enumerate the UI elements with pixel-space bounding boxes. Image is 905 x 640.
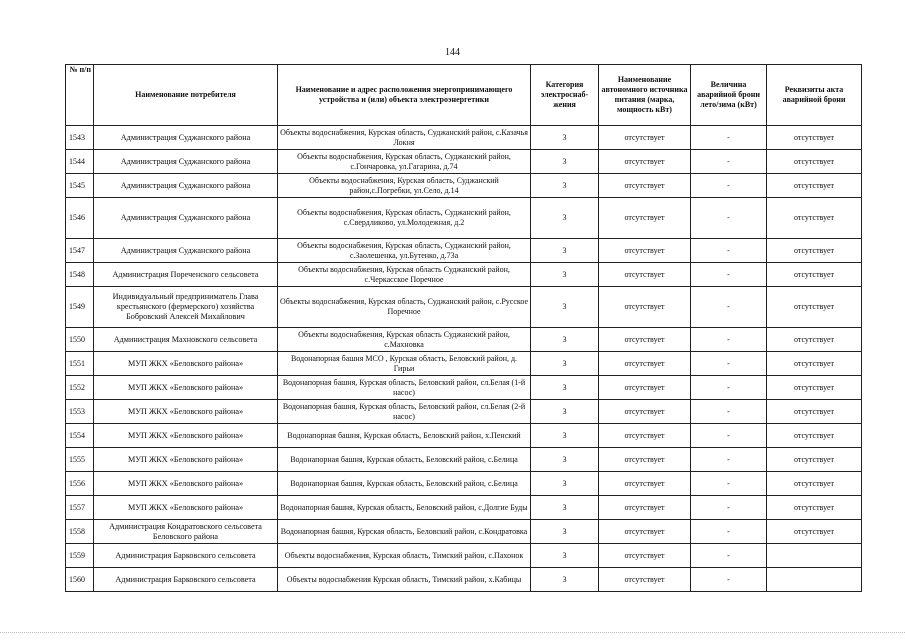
cell-consumer: МУП ЖКХ «Беловского района» <box>94 376 278 400</box>
cell-power-source: отсутствует <box>599 520 691 544</box>
col-header-category: Категория электроснаб-жения <box>531 65 599 126</box>
cell-power-source: отсутствует <box>599 424 691 448</box>
cell-row-number: 1545 <box>66 174 94 198</box>
cell-power-source: отсутствует <box>599 150 691 174</box>
cell-object: Объекты водоснабжения Курская область, Тимский район, х.Кабицы <box>278 568 531 592</box>
table-row <box>66 352 862 376</box>
cell-reserve: - <box>691 352 767 376</box>
cell-act: отсутствует <box>767 376 862 400</box>
cell-object: Объекты водоснабжения, Курская область, Суджанский район, с.Гончаровка, ул.Гагарина, д.74 <box>278 150 531 174</box>
table-row <box>66 263 862 287</box>
cell-object: Объекты водоснабжения, Курская область, Тимский район, с.Пахонок <box>278 544 531 568</box>
cell-consumer: МУП ЖКХ «Беловского района» <box>94 352 278 376</box>
cell-act: отсутствует <box>767 520 862 544</box>
cell-row-number: 1551 <box>66 352 94 376</box>
cell-category: 3 <box>531 544 599 568</box>
table-row <box>66 544 862 568</box>
cell-row-number: 1550 <box>66 328 94 352</box>
cell-reserve: - <box>691 472 767 496</box>
cell-act <box>767 544 862 568</box>
cell-row-number: 1547 <box>66 239 94 263</box>
cell-reserve: - <box>691 287 767 328</box>
cell-reserve: - <box>691 150 767 174</box>
cell-power-source: отсутствует <box>599 448 691 472</box>
cell-consumer: Администрация Махновского сельсовета <box>94 328 278 352</box>
cell-reserve: - <box>691 126 767 150</box>
table-row <box>66 376 862 400</box>
cell-power-source: отсутствует <box>599 198 691 239</box>
cell-category: 3 <box>531 328 599 352</box>
cell-object: Объекты водоснабжения, Курская область, Суджанский район, с.Казачья Локня <box>278 126 531 150</box>
cell-consumer: Администрация Суджанского района <box>94 239 278 263</box>
table-header-row <box>66 65 862 126</box>
cell-category: 3 <box>531 198 599 239</box>
cell-act: отсутствует <box>767 174 862 198</box>
cell-consumer: Индивидуальный предприниматель Глава крестьянского (фермерского) хозяйства Бобровский Алексей Михайлович <box>94 287 278 328</box>
cell-row-number: 1553 <box>66 400 94 424</box>
cell-category: 3 <box>531 472 599 496</box>
cell-category: 3 <box>531 568 599 592</box>
cell-row-number: 1543 <box>66 126 94 150</box>
table-row <box>66 174 862 198</box>
cell-reserve: - <box>691 568 767 592</box>
cell-reserve: - <box>691 400 767 424</box>
cell-object: Объекты водоснабжения, Курская область, Суджанский район, с.Свердликово, ул.Молодежная, д.2 <box>278 198 531 239</box>
cell-row-number: 1560 <box>66 568 94 592</box>
cell-act: отсутствует <box>767 496 862 520</box>
cell-category: 3 <box>531 352 599 376</box>
cell-object: Объекты водоснабжения, Курская область Суджанский район, с.Черкасское Поречное <box>278 263 531 287</box>
cell-power-source: отсутствует <box>599 352 691 376</box>
table-row <box>66 126 862 150</box>
cell-consumer: Администрация Барковского сельсовета <box>94 544 278 568</box>
cell-reserve: - <box>691 328 767 352</box>
cell-object: Водонапорная башня, Курская область, Беловский район, с.Кондратовка <box>278 520 531 544</box>
page-number: 144 <box>445 47 460 58</box>
table-row <box>66 448 862 472</box>
cell-category: 3 <box>531 150 599 174</box>
cell-row-number: 1548 <box>66 263 94 287</box>
scan-edge-divider <box>0 632 905 635</box>
cell-consumer: МУП ЖКХ «Беловского района» <box>94 472 278 496</box>
cell-act: отсутствует <box>767 126 862 150</box>
cell-reserve: - <box>691 496 767 520</box>
cell-reserve: - <box>691 520 767 544</box>
cell-act: отсутствует <box>767 198 862 239</box>
cell-object: Водонапорная башня МСО , Курская область, Беловский район, д. Гирьи <box>278 352 531 376</box>
cell-act: отсутствует <box>767 424 862 448</box>
cell-power-source: отсутствует <box>599 472 691 496</box>
cell-object: Объекты водоснабжения, Курская область, Суджанский район,с.Погребки, ул.Село, д.14 <box>278 174 531 198</box>
cell-reserve: - <box>691 448 767 472</box>
cell-object: Водонапорная башня, Курская область, Беловский район, х.Пенский <box>278 424 531 448</box>
cell-category: 3 <box>531 287 599 328</box>
col-header-source: Наименование автономного источника питания (марка, мощность кВт) <box>599 65 691 126</box>
cell-reserve: - <box>691 174 767 198</box>
cell-power-source: отсутствует <box>599 287 691 328</box>
cell-power-source: отсутствует <box>599 239 691 263</box>
cell-row-number: 1555 <box>66 448 94 472</box>
table-row <box>66 239 862 263</box>
cell-act <box>767 568 862 592</box>
cell-object: Водонапорная башня, Курская область, Беловский район, сл.Белая (2-й насос) <box>278 400 531 424</box>
cell-row-number: 1558 <box>66 520 94 544</box>
cell-consumer: Администрация Суджанского района <box>94 174 278 198</box>
cell-act: отсутствует <box>767 328 862 352</box>
table-body <box>66 126 862 592</box>
cell-act: отсутствует <box>767 352 862 376</box>
cell-act: отсутствует <box>767 263 862 287</box>
cell-reserve: - <box>691 376 767 400</box>
cell-power-source: отсутствует <box>599 263 691 287</box>
cell-row-number: 1546 <box>66 198 94 239</box>
col-header-num: № п/п <box>66 65 94 126</box>
col-header-consumer: Наименование потребителя <box>94 65 278 126</box>
cell-reserve: - <box>691 424 767 448</box>
cell-category: 3 <box>531 174 599 198</box>
cell-object: Объекты водоснабжения, Курская область Суджанский район, с.Махновка <box>278 328 531 352</box>
cell-category: 3 <box>531 424 599 448</box>
cell-consumer: Администрация Кондратовского сельсовета Беловского района <box>94 520 278 544</box>
cell-row-number: 1549 <box>66 287 94 328</box>
table-row <box>66 472 862 496</box>
cell-act: отсутствует <box>767 239 862 263</box>
cell-reserve: - <box>691 198 767 239</box>
cell-consumer: МУП ЖКХ «Беловского района» <box>94 400 278 424</box>
cell-row-number: 1544 <box>66 150 94 174</box>
table-row <box>66 424 862 448</box>
cell-category: 3 <box>531 126 599 150</box>
cell-power-source: отсутствует <box>599 496 691 520</box>
cell-act: отсутствует <box>767 448 862 472</box>
table-row <box>66 520 862 544</box>
cell-object: Водонапорная башня, Курская область, Беловский район, с.Белица <box>278 472 531 496</box>
cell-row-number: 1554 <box>66 424 94 448</box>
cell-category: 3 <box>531 400 599 424</box>
table-row <box>66 496 862 520</box>
col-header-reserve: Величина аварийной брони лето/зима (кВт) <box>691 65 767 126</box>
cell-row-number: 1557 <box>66 496 94 520</box>
cell-reserve: - <box>691 544 767 568</box>
cell-object: Объекты водоснабжения, Курская область, Суджанский район, с.Заолешенка, ул.Бутенко, д.73а <box>278 239 531 263</box>
cell-power-source: отсутствует <box>599 568 691 592</box>
cell-act: отсутствует <box>767 287 862 328</box>
cell-act: отсутствует <box>767 400 862 424</box>
col-header-act: Реквизиты акта аварийной брони <box>767 65 862 126</box>
cell-category: 3 <box>531 263 599 287</box>
table-row <box>66 400 862 424</box>
cell-consumer: МУП ЖКХ «Беловского района» <box>94 496 278 520</box>
cell-row-number: 1552 <box>66 376 94 400</box>
cell-row-number: 1559 <box>66 544 94 568</box>
cell-object: Водонапорная башня, Курская область, Беловский район, с.Белица <box>278 448 531 472</box>
cell-power-source: отсутствует <box>599 376 691 400</box>
cell-power-source: отсутствует <box>599 400 691 424</box>
cell-category: 3 <box>531 520 599 544</box>
cell-power-source: отсутствует <box>599 126 691 150</box>
cell-consumer: Администрация Барковского сельсовета <box>94 568 278 592</box>
cell-reserve: - <box>691 239 767 263</box>
cell-act: отсутствует <box>767 472 862 496</box>
cell-category: 3 <box>531 376 599 400</box>
cell-category: 3 <box>531 239 599 263</box>
table-row <box>66 328 862 352</box>
cell-row-number: 1556 <box>66 472 94 496</box>
cell-consumer: МУП ЖКХ «Беловского района» <box>94 424 278 448</box>
cell-act: отсутствует <box>767 150 862 174</box>
consumers-table <box>65 64 862 592</box>
cell-category: 3 <box>531 496 599 520</box>
cell-power-source: отсутствует <box>599 174 691 198</box>
cell-consumer: МУП ЖКХ «Беловского района» <box>94 448 278 472</box>
table-row <box>66 150 862 174</box>
cell-category: 3 <box>531 448 599 472</box>
cell-power-source: отсутствует <box>599 544 691 568</box>
table-row <box>66 198 862 239</box>
cell-consumer: Администрация Пореченского сельсовета <box>94 263 278 287</box>
cell-power-source: отсутствует <box>599 328 691 352</box>
table-row <box>66 568 862 592</box>
table-row <box>66 287 862 328</box>
cell-consumer: Администрация Суджанского района <box>94 150 278 174</box>
cell-consumer: Администрация Суджанского района <box>94 198 278 239</box>
cell-object: Водонапорная башня, Курская область, Беловский район, сл.Белая (1-й насос) <box>278 376 531 400</box>
col-header-object: Наименование и адрес расположения энергопринимающего устройства и (или) объекта электроэнергетики <box>278 65 531 126</box>
cell-object: Объекты водоснабжения, Курская область, Суджанский район, с.Русское Поречное <box>278 287 531 328</box>
cell-object: Водонапорная башня, Курская область, Беловский район, с.Долгие Буды <box>278 496 531 520</box>
cell-reserve: - <box>691 263 767 287</box>
cell-consumer: Администрация Суджанского района <box>94 126 278 150</box>
